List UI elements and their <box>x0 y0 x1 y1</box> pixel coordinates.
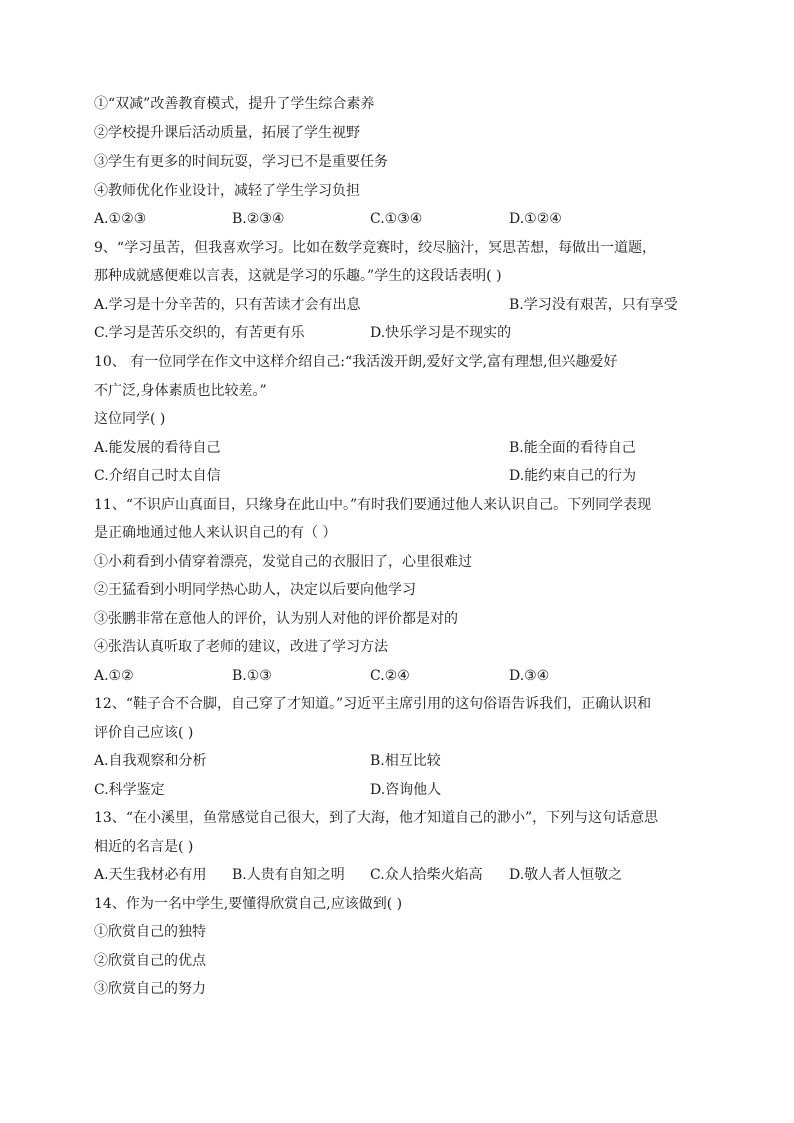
q11-item-2: ②王猛看到小明同学热心助人，决定以后要向他学习 <box>94 582 416 598</box>
q11-stem-line-2: 是正确地通过他人来认识自己的有（ ） <box>94 525 337 541</box>
q12-option-c: C.科学鉴定 <box>94 782 165 798</box>
q12-option-b: B.相互比较 <box>370 753 441 769</box>
q9-stem-line-1: 9、“学习虽苦，但我喜欢学习。比如在数学竞赛时，绞尽脑汁，冥思苦想，每做出一道题， <box>94 240 657 256</box>
q10-option-c: C.介绍自己时太自信 <box>94 468 221 484</box>
q12-option-d: D.咨询他人 <box>370 782 442 798</box>
q8-item-1: ①“双减”改善教育模式，提升了学生综合素养 <box>94 96 375 112</box>
q8-option-a: A.①②③ <box>94 211 147 227</box>
q13-option-d: D.敬人者人恒敬之 <box>509 867 623 883</box>
q14-item-1: ①欣赏自己的独特 <box>94 924 206 940</box>
q11-option-b: B.①③ <box>232 668 272 684</box>
q8-option-b: B.②③④ <box>232 211 285 227</box>
q14-item-2: ②欣赏自己的优点 <box>94 953 206 969</box>
q13-stem-line-2: 相近的名言是( ) <box>94 839 194 855</box>
q9-option-d: D.快乐学习是不现实的 <box>370 325 512 341</box>
q11-option-d: D.③④ <box>509 668 550 684</box>
q10-option-d: D.能约束自己的行为 <box>509 468 637 484</box>
q9-option-b: B.学习没有艰苦，只有享受 <box>509 297 678 313</box>
q8-option-c: C.①③④ <box>370 211 423 227</box>
q14-item-3: ③欣赏自己的努力 <box>94 981 206 997</box>
q12-stem-line-1: 12、“鞋子合不合脚，自己穿了才知道。”习近平主席引用的这句俗语告诉我们，正确认识和 <box>94 696 652 712</box>
q10-stem-line-1: 10、 有一位同学在作文中这样介绍自己:“我活泼开朗,爱好文学,富有理想,但兴趣爱好 <box>94 354 618 370</box>
q9-option-a: A.学习是十分辛苦的，只有苦读才会有出息 <box>94 297 361 313</box>
q12-option-a: A.自我观察和分析 <box>94 753 207 769</box>
q11-option-a: A.①② <box>94 668 134 684</box>
q13-stem-line-1: 13、“在小溪里，鱼常感觉自己很大，到了大海，他才知道自己的渺小”，下列与这句话意思 <box>94 810 659 826</box>
q14-stem-line-1: 14、作为一名中学生,要懂得欣赏自己,应该做到( ) <box>94 896 403 912</box>
q11-item-1: ①小莉看到小倩穿着漂亮，发觉自己的衣服旧了，心里很难过 <box>94 554 472 570</box>
q13-option-c: C.众人拾柴火焰高 <box>370 867 483 883</box>
q12-stem-line-2: 评价自己应该( ) <box>94 725 194 741</box>
q13-option-b: B.人贵有自知之明 <box>232 867 345 883</box>
q9-option-c: C.学习是苦乐交织的，有苦更有乐 <box>94 325 305 341</box>
q11-item-4: ④张浩认真听取了老师的建议，改进了学习方法 <box>94 639 388 655</box>
q11-option-c: C.②④ <box>370 668 410 684</box>
q9-stem-line-2: 那种成就感便难以言表，这就是学习的乐趣。”学生的这段话表明( ) <box>94 268 502 284</box>
q10-stem-line-2: 不广泛,身体素质也比较差。” <box>94 383 267 399</box>
q10-option-b: B.能全面的看待自己 <box>509 440 636 456</box>
q8-item-2: ②学校提升课后活动质量，拓展了学生视野 <box>94 125 360 141</box>
q10-option-a: A.能发展的看待自己 <box>94 440 221 456</box>
q11-item-3: ③张鹏非常在意他人的评价，认为别人对他的评价都是对的 <box>94 611 458 627</box>
q11-stem-line-1: 11、“不识庐山真面目，只缘身在此山中。”有时我们要通过他人来认识自己。下列同学表现 <box>94 497 652 513</box>
q8-option-d: D.①②④ <box>509 211 562 227</box>
q8-item-3: ③学生有更多的时间玩耍，学习已不是重要任务 <box>94 154 388 170</box>
q13-option-a: A.天生我材必有用 <box>94 867 207 883</box>
q10-stem-line-3: 这位同学( ) <box>94 411 166 427</box>
q8-item-4: ④教师优化作业设计，减轻了学生学习负担 <box>94 183 360 199</box>
